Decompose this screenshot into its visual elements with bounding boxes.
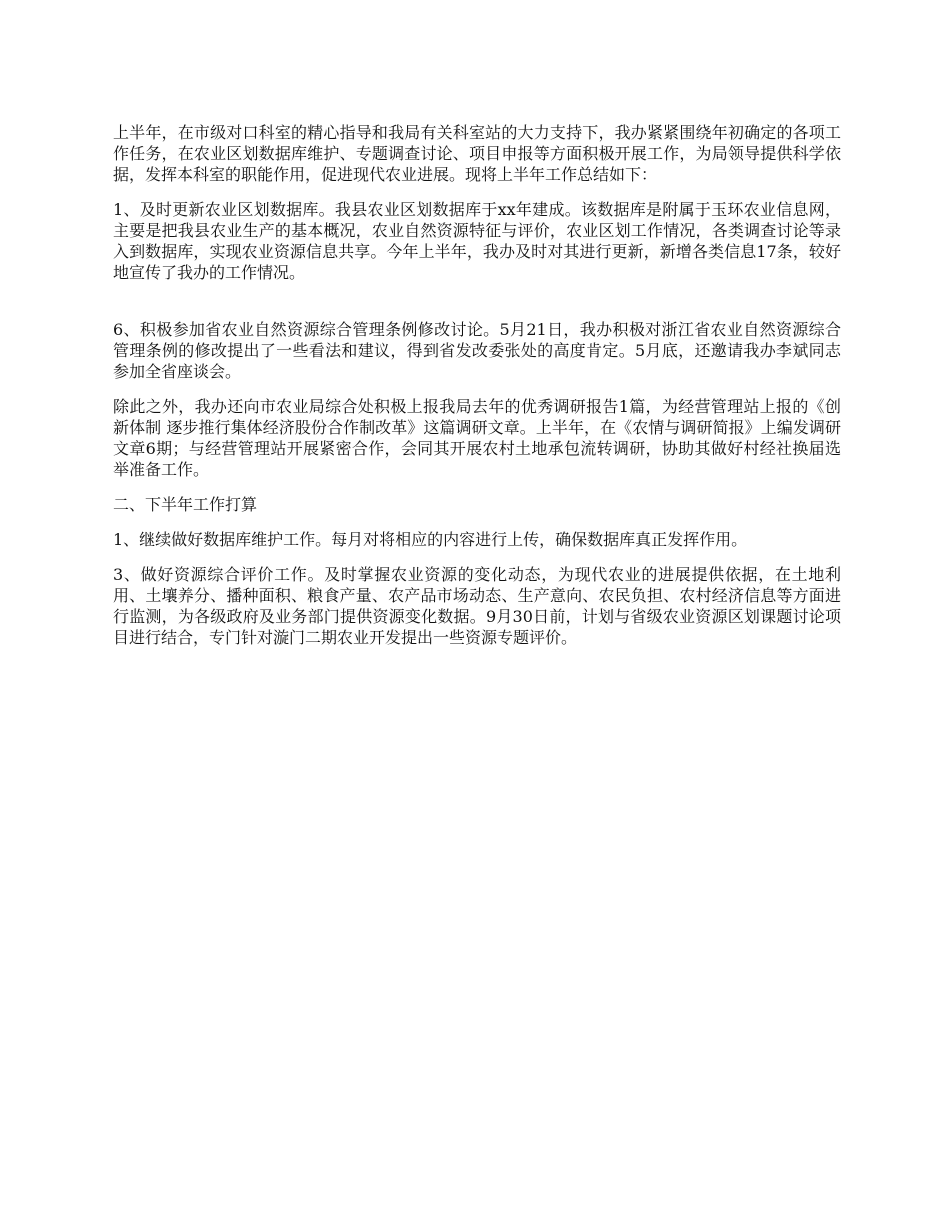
paragraph-gap bbox=[113, 297, 841, 319]
paragraph-item-regulation-discussion: 6、积极参加省农业自然资源综合管理条例修改讨论。5月21日，我办积极对浙江省农业自然资源综合管理条例的修改提出了一些看法和建议，得到省发改委张处的高度肯定。5月底，还邀请我办李斌同志参加全省座谈会。 bbox=[113, 320, 841, 381]
section-heading-second-half-plan: 二、下半年工作打算 bbox=[113, 495, 258, 514]
paragraph-intro: 上半年，在市级对口科室的精心指导和我局有关科室站的大力支持下，我办紧紧围绕年初确定的各项工作任务，在农业区划数据库维护、专题调查讨论、项目申报等方面积极开展工作，为局领导提供科学依据，发挥本科室的职能作用，促进现代农业进展。现将上半年工作总结如下： bbox=[113, 123, 841, 184]
paragraph-plan-resource-evaluation: 3、做好资源综合评价工作。及时掌握农业资源的变化动态，为现代农业的进展提供依据，在土地利用、土壤养分、播种面积、粮食产量、农产品市场动态、生产意向、农民负担、农村经济信息等方面进行监测，为各级政府及业务部门提供资源变化数据。9月30日前，计划与省级农业资源区划课题讨论项目进行结合，专门针对漩门二期农业开发提出一些资源专题评价。 bbox=[113, 565, 841, 647]
paragraph-item-database-update: 1、及时更新农业区划数据库。我县农业区划数据库于xx年建成。该数据库是附属于玉环农业信息网，主要是把我县农业生产的基本概况，农业自然资源特征与评价，农业区划工作情况，各类调查讨论等录入到数据库，实现农业资源信息共享。今年上半年，我办及时对其进行更新，新增各类信息17条，较好地宣传了我办的工作情况。 bbox=[113, 200, 841, 282]
paragraph-plan-database-maintenance: 1、继续做好数据库维护工作。每月对将相应的内容进行上传，确保数据库真正发挥作用。 bbox=[113, 530, 748, 549]
paragraph-other-work: 除此之外，我办还向市农业局综合处积极上报我局去年的优秀调研报告1篇，为经营管理站上报的《创新体制 逐步推行集体经济股份合作制改革》这篇调研文章。上半年，在《农情与调研简报》上编发调研文章6期；与经营管理站开展紧密合作，会同其开展农村土地承包流转调研，协助其做好村经社换届选举准备工作。 bbox=[113, 397, 841, 479]
document-page bbox=[113, 122, 841, 662]
